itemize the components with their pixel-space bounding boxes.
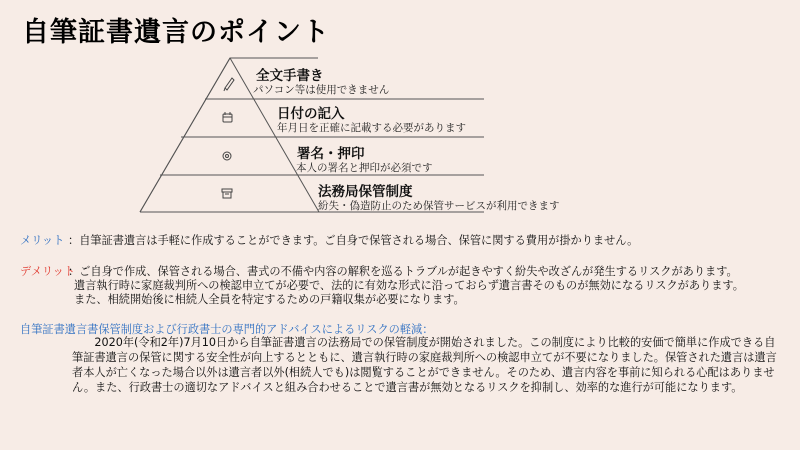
tier-title-date: 日付の記入 xyxy=(277,106,345,122)
demerit-label: デメリット xyxy=(20,265,76,278)
merit-label: メリット xyxy=(20,234,65,247)
tier-title-handwriting: 全文手書き xyxy=(256,68,324,84)
tier-desc-handwriting: パソコン等は使用できません xyxy=(253,84,390,96)
merit-text: ：自筆証書遺言は手軽に作成することができます。ご自身で保管される場合、保管に関する費用が掛かりません。 xyxy=(68,234,639,247)
demerit-line-1: ：ご自身で作成、保管される場合、書式の不備や内容の解釈を巡るトラブルが起きやすく紛失や改ざんが発生するリスクがあります。 xyxy=(68,265,738,278)
storage-body: 2020年(令和2年)7月10日から自筆証書遺言の法務局での保管制度が開始されました。この制度により比較的安価で簡単に作成できる自筆証書遺言の保管に関する安全性が向上するとともに、遺言執行時の家庭裁判所への検認申立てが不要になりました。保管された遺言は遺言者本人が亡くなった場合以外は遺言者以外(相続人でも)は閲覧することができません。そのため、遺言内容を事前に知られる心配はありません。また、行政書士の適切なアドバイスと組み合わせることで遺言書が無効となるリスクを抑制し、効率的な進行が可能になります。 xyxy=(72,336,777,394)
archive-icon xyxy=(222,189,232,198)
page-title: 自筆証書遺言のポイント xyxy=(22,17,330,48)
pyramid-left-edge xyxy=(140,58,230,212)
demerit-line-2: 遺言執行時に家庭裁判所への検認申立てが必要で、法的に有効な形式に沿っておらず遺言書そのものが無効になるリスクがあります。 xyxy=(74,279,744,292)
storage-heading: 自筆証書遺言書保管制度および行政書士の専門的アドバイスによるリスクの軽減： xyxy=(20,323,434,336)
seal-icon xyxy=(223,152,231,160)
tier-title-storage: 法務局保管制度 xyxy=(318,184,413,200)
tier-title-signature: 署名・押印 xyxy=(297,146,365,162)
calendar-icon xyxy=(223,112,232,122)
demerit-line-3: また、相続開始後に相続人全員を特定するための戸籍収集が必要になります。 xyxy=(74,293,465,306)
pencil-icon xyxy=(224,78,234,91)
tier-desc-date: 年月日を正確に記載する必要があります xyxy=(277,122,466,134)
tier-desc-storage: 紛失・偽造防止のため保管サービスが利用できます xyxy=(318,200,560,212)
tier-desc-signature: 本人の署名と押印が必須です xyxy=(296,162,433,174)
